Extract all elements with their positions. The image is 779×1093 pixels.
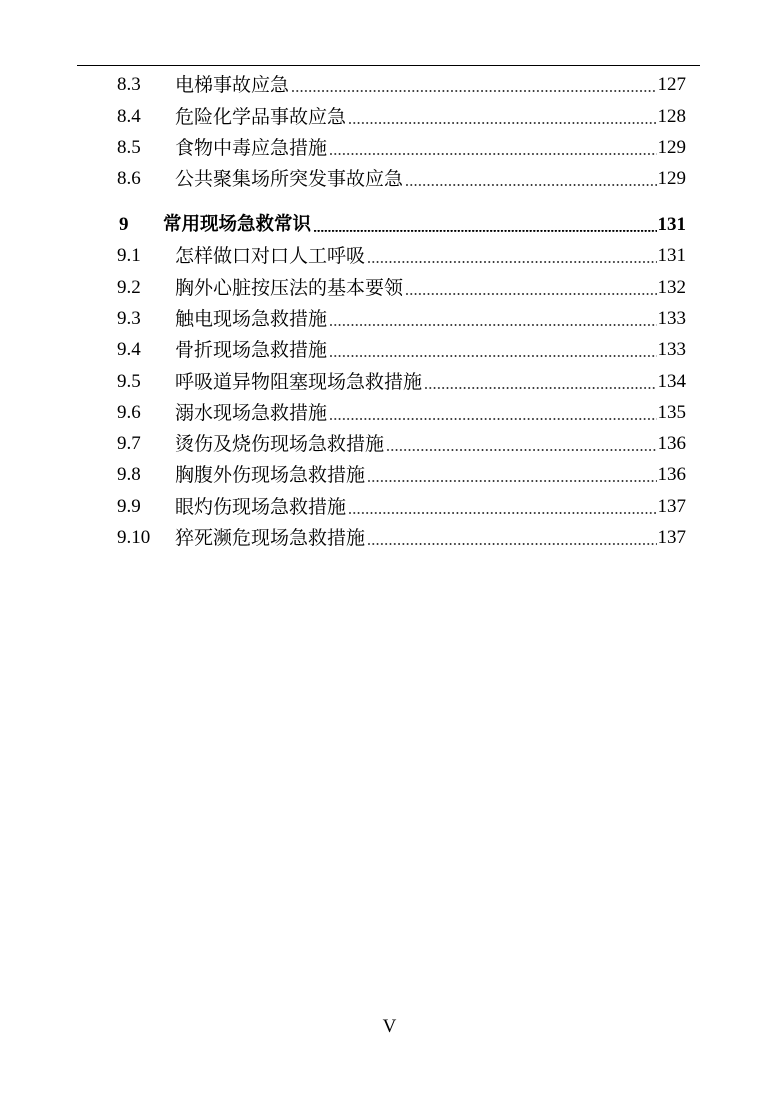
page-number: V	[382, 1016, 397, 1037]
toc-entry-page: 129	[657, 137, 686, 158]
toc-entry-title: 猝死濒危现场急救措施	[175, 527, 366, 549]
toc-entry-number: 9.5	[117, 371, 141, 392]
toc-entry-8-5[interactable]	[117, 135, 686, 161]
toc-entry-number: 8.6	[117, 168, 141, 189]
toc-entry-title: 眼灼伤现场急救措施	[175, 496, 347, 518]
dot-leader	[368, 243, 656, 269]
toc-entry-title: 电梯事故应急	[175, 74, 290, 96]
dot-leader	[406, 275, 656, 301]
dot-leader	[330, 400, 656, 426]
dot-leader	[349, 494, 656, 520]
dot-leader	[292, 72, 656, 98]
toc-entry-page: 132	[657, 277, 686, 298]
toc-entry-9-5[interactable]	[117, 369, 686, 395]
toc-entry-number: 9.6	[117, 402, 141, 423]
toc-entry-title: 公共聚集场所突发事故应急	[175, 168, 404, 190]
toc-entry-title: 危险化学品事故应急	[175, 106, 347, 128]
toc-entry-number: 8.3	[117, 74, 141, 95]
toc-chapter-number: 9	[119, 214, 129, 235]
toc-entry-9-2[interactable]	[117, 275, 686, 301]
toc-entry-title: 呼吸道异物阻塞现场急救措施	[175, 371, 423, 393]
toc-entry-number: 9.2	[117, 277, 141, 298]
toc-entry-page: 136	[657, 433, 686, 454]
toc-entry-title: 怎样做口对口人工呼吸	[175, 245, 366, 267]
toc-entry-8-6[interactable]	[117, 166, 686, 192]
toc-entry-page: 136	[657, 464, 686, 485]
dot-leader	[330, 337, 656, 363]
toc-entry-page: 137	[657, 496, 686, 517]
toc-entry-title: 胸外心脏按压法的基本要领	[175, 277, 404, 299]
toc-entry-9-10[interactable]	[117, 525, 686, 551]
toc-entry-number: 9.8	[117, 464, 141, 485]
toc-entry-page: 129	[657, 168, 686, 189]
dot-leader	[349, 104, 656, 130]
toc-entry-9-7[interactable]	[117, 431, 686, 457]
toc-entry-number: 9.1	[117, 245, 141, 266]
toc-entry-title: 烫伤及烧伤现场急救措施	[175, 433, 385, 455]
toc-entry-9-9[interactable]	[117, 494, 686, 520]
toc-entry-page: 127	[657, 74, 686, 95]
toc-entry-number: 9.4	[117, 339, 141, 360]
toc-entry-title: 溺水现场急救措施	[175, 402, 328, 424]
toc-entry-title: 食物中毒应急措施	[175, 137, 328, 159]
toc-entry-page: 133	[657, 339, 686, 360]
toc-entry-number: 9.7	[117, 433, 141, 454]
toc-entry-9-8[interactable]	[117, 462, 686, 488]
toc-entry-title: 胸腹外伤现场急救措施	[175, 464, 366, 486]
toc-entry-page: 133	[657, 308, 686, 329]
toc-chapter-page: 131	[657, 214, 686, 235]
toc-entry-number: 9.3	[117, 308, 141, 329]
dot-leader	[330, 306, 656, 332]
toc-entry-page: 137	[657, 527, 686, 548]
toc-entry-title: 触电现场急救措施	[175, 308, 328, 330]
toc-chapter-9[interactable]	[117, 212, 686, 238]
toc-entry-8-4[interactable]	[117, 104, 686, 130]
dot-leader	[314, 212, 656, 238]
toc-chapter-title: 常用现场急救常识	[163, 214, 312, 235]
dot-leader	[368, 525, 656, 551]
toc-entry-8-3[interactable]	[117, 72, 686, 98]
toc-entry-number: 9.9	[117, 496, 141, 517]
toc-entry-page: 135	[657, 402, 686, 423]
dot-leader	[330, 135, 656, 161]
toc-entry-number: 9.10	[117, 527, 151, 548]
toc-entry-number: 8.5	[117, 137, 141, 158]
dot-leader	[387, 431, 656, 457]
toc-entry-page: 131	[657, 245, 686, 266]
dot-leader	[368, 462, 656, 488]
toc-entry-9-1[interactable]	[117, 243, 686, 269]
dot-leader	[406, 166, 656, 192]
toc-entry-title: 骨折现场急救措施	[175, 339, 328, 361]
toc-entry-9-3[interactable]	[117, 306, 686, 332]
toc-entry-number: 8.4	[117, 106, 141, 127]
dot-leader	[425, 369, 656, 395]
toc-entry-page: 128	[657, 106, 686, 127]
toc-entry-page: 134	[657, 371, 686, 392]
toc-entry-9-6[interactable]	[117, 400, 686, 426]
toc-entry-9-4[interactable]	[117, 337, 686, 363]
